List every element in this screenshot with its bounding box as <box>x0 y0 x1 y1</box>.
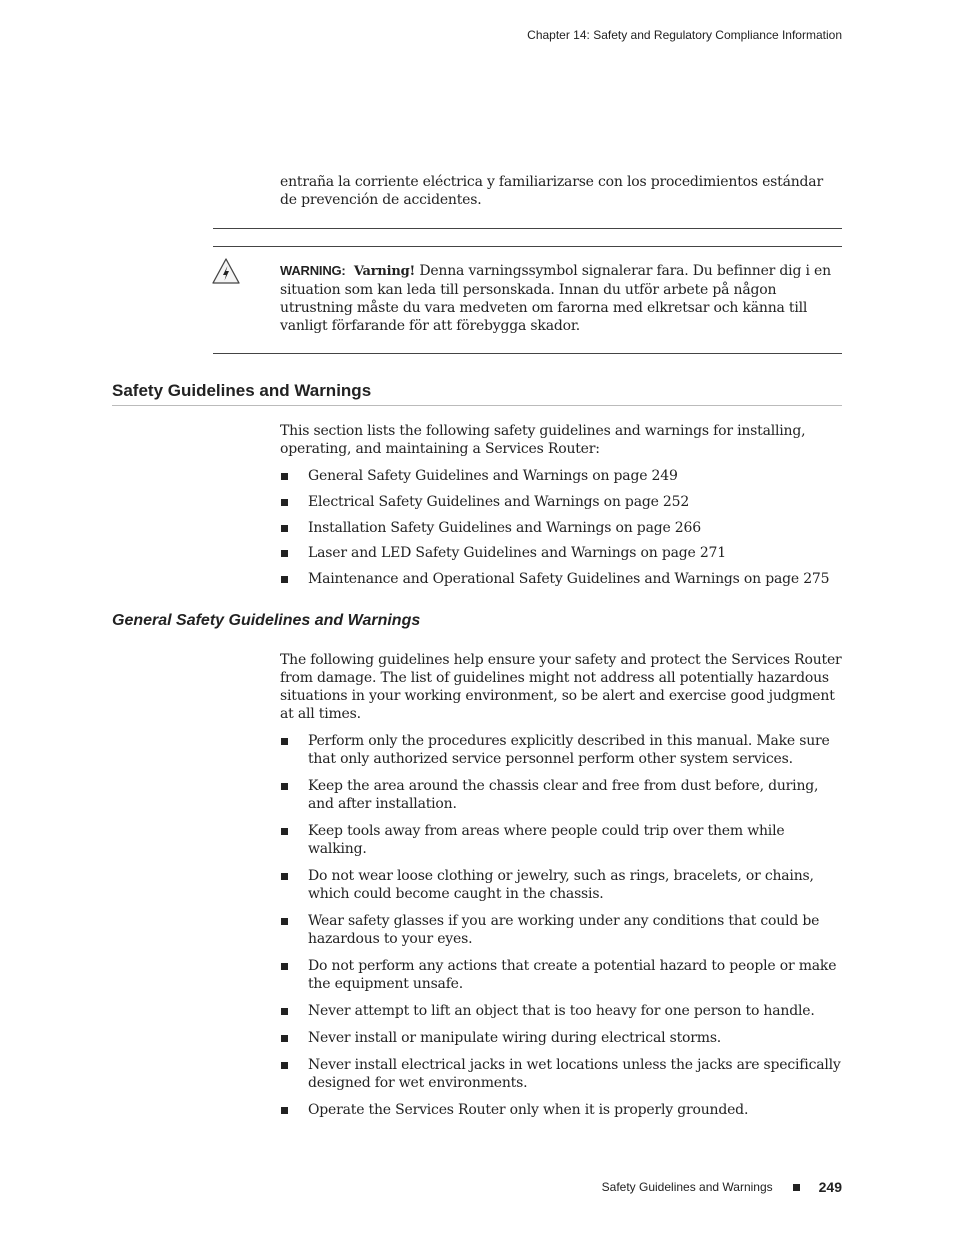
list-item-text: Never install electrical jacks in wet locations unless the jacks are specifically designed for wet environments. <box>308 1057 841 1091</box>
bullet-icon <box>281 1008 288 1015</box>
subsection-intro: The following guidelines help ensure your safety and protect the Services Router from damage. The list of guidelines might not address all potentially hazardous situations in your working environment, so be alert and exercise good judgment at all times. <box>280 652 842 722</box>
bullet-icon <box>281 1062 288 1069</box>
bullet-icon <box>281 828 288 835</box>
bullet-icon <box>281 963 288 970</box>
warning-top-rule <box>213 228 842 229</box>
list-item-text: Electrical Safety Guidelines and Warnings on page 252 <box>308 493 690 510</box>
list-item[interactable] <box>280 544 842 562</box>
list-item <box>280 1029 842 1047</box>
bullet-icon <box>281 499 288 506</box>
list-item[interactable] <box>280 493 842 511</box>
running-header: Chapter 14: Safety and Regulatory Compliance Information <box>527 28 842 42</box>
bullet-icon <box>281 576 288 583</box>
page-number: 249 <box>818 1179 842 1195</box>
list-item <box>280 1101 842 1119</box>
list-item-text: Keep the area around the chassis clear and free from dust before, during, and after installation. <box>308 778 819 812</box>
subsection-heading: General Safety Guidelines and Warnings <box>112 612 421 629</box>
warning-inner-rule <box>213 246 842 247</box>
list-item <box>280 912 842 948</box>
list-item-text: Do not wear loose clothing or jewelry, such as rings, bracelets, or chains, which could become caught in the chassis. <box>308 868 814 902</box>
electrical-hazard-icon <box>212 258 240 284</box>
section-link-list <box>280 467 842 596</box>
list-item-text: Installation Safety Guidelines and Warnings on page 266 <box>308 519 701 536</box>
list-item[interactable] <box>280 467 842 485</box>
warning-bottom-rule <box>213 353 842 354</box>
list-item-text: Keep tools away from areas where people could trip over them while walking. <box>308 823 785 857</box>
list-item <box>280 867 842 903</box>
footer-separator-icon <box>793 1184 800 1191</box>
list-item-text: Do not perform any actions that create a potential hazard to people or make the equipment unsafe. <box>308 958 837 992</box>
list-item[interactable] <box>280 570 842 588</box>
list-item-text: Laser and LED Safety Guidelines and Warnings on page 271 <box>308 545 726 562</box>
section-heading: Safety Guidelines and Warnings <box>112 381 842 406</box>
list-item-text: Perform only the procedures explicitly described in this manual. Make sure that only authorized service personnel perform other system services. <box>308 733 830 767</box>
warning-block <box>280 262 842 335</box>
list-item[interactable] <box>280 519 842 537</box>
bullet-icon <box>281 1035 288 1042</box>
list-item <box>280 777 842 813</box>
running-footer <box>602 1179 842 1195</box>
bullet-icon <box>281 525 288 532</box>
list-item-text: Maintenance and Operational Safety Guidelines and Warnings on page 275 <box>308 571 830 588</box>
warning-text: Denna varningssymbol signalerar fara. Du befinner dig i en situation som kan leda till personskada. Innan du utför arbete på någon utrustning måste du vara medveten om farorna med elkretsar och känna till vanligt förfarande för att förebygga skador. <box>280 263 831 334</box>
list-item-text: Never attempt to lift an object that is too heavy for one person to handle. <box>308 1003 815 1019</box>
bullet-icon <box>281 738 288 745</box>
list-item <box>280 957 842 993</box>
list-item <box>280 1056 842 1092</box>
list-item <box>280 1002 842 1020</box>
guideline-list <box>280 732 842 1128</box>
bullet-icon <box>281 1107 288 1114</box>
list-item <box>280 822 842 858</box>
bullet-icon <box>281 918 288 925</box>
list-item <box>280 732 842 768</box>
warning-label: WARNING: <box>280 263 346 278</box>
list-item-text: General Safety Guidelines and Warnings on page 249 <box>308 468 678 484</box>
list-item-text: Operate the Services Router only when it is properly grounded. <box>308 1102 749 1118</box>
bullet-icon <box>281 873 288 880</box>
section-intro: This section lists the following safety guidelines and warnings for installing, operating, and maintaining a Services Router: <box>280 423 806 457</box>
list-item-text: Wear safety glasses if you are working under any conditions that could be hazardous to your eyes. <box>308 913 820 947</box>
list-item-text: Never install or manipulate wiring during electrical storms. <box>308 1030 722 1046</box>
footer-title: Safety Guidelines and Warnings <box>601 1180 773 1194</box>
warning-lead: Varning! <box>353 264 416 279</box>
continued-paragraph: entraña la corriente eléctrica y familiarizarse con los procedimientos estándar de prevención de accidentes. <box>280 174 823 208</box>
bullet-icon <box>281 550 288 557</box>
bullet-icon <box>281 473 288 480</box>
bullet-icon <box>281 783 288 790</box>
